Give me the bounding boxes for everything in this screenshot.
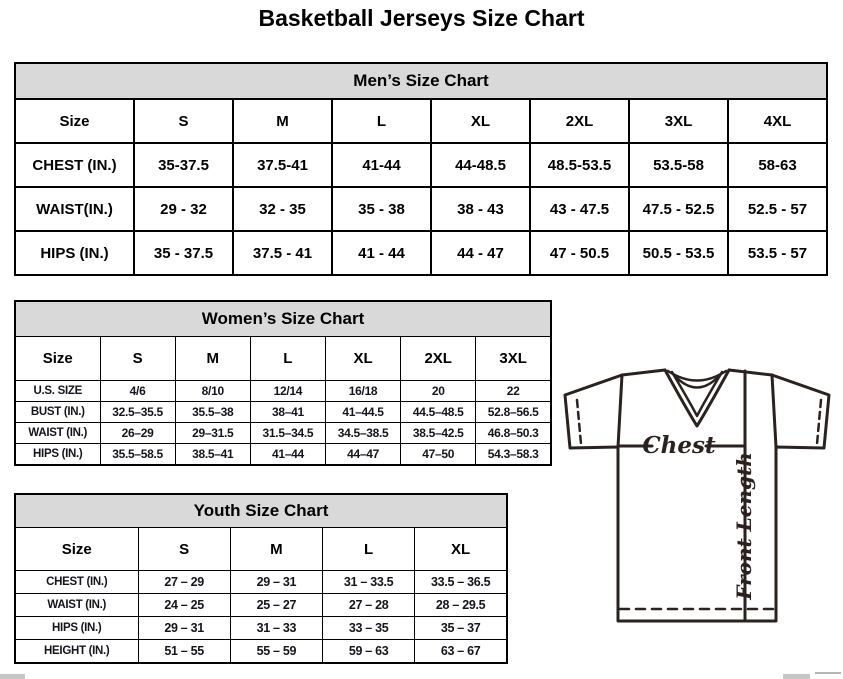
chest-label: Chest xyxy=(642,432,716,459)
table-cell: 47.5 - 52.5 xyxy=(629,187,728,231)
table-title: Youth Size Chart xyxy=(15,494,507,528)
table-cell: 37.5 - 41 xyxy=(233,231,332,275)
table-cell: 12/14 xyxy=(250,381,325,402)
table-row xyxy=(15,594,507,617)
table-cell: 35 - 38 xyxy=(332,187,431,231)
row-label: U.S. SIZE xyxy=(15,381,100,402)
column-header: XL xyxy=(431,99,530,143)
youth-size-table xyxy=(14,493,508,664)
table-cell: 31 – 33.5 xyxy=(323,571,415,594)
column-header: S xyxy=(100,337,175,381)
table-cell: 44-48.5 xyxy=(431,143,530,187)
table-cell: 53.5 - 57 xyxy=(728,231,827,275)
jersey-armhole-seam-right xyxy=(772,375,776,447)
table-cell: 47–50 xyxy=(401,444,476,466)
table-cell: 25 – 27 xyxy=(230,594,322,617)
table-cell: 51 – 55 xyxy=(138,640,230,664)
column-header: 3XL xyxy=(629,99,728,143)
table-cell: 35-37.5 xyxy=(134,143,233,187)
table-cell: 16/18 xyxy=(325,381,400,402)
column-header: XL xyxy=(325,337,400,381)
table-cell: 43 - 47.5 xyxy=(530,187,629,231)
column-header: S xyxy=(134,99,233,143)
table-cell: 20 xyxy=(401,381,476,402)
table-row xyxy=(15,444,551,466)
page-title: Basketball Jerseys Size Chart xyxy=(258,5,585,31)
column-header: M xyxy=(233,99,332,143)
table-row xyxy=(15,231,827,275)
table-cell: 41-44 xyxy=(332,143,431,187)
column-header: XL xyxy=(415,528,507,571)
column-header: 4XL xyxy=(728,99,827,143)
table-cell: 44 - 47 xyxy=(431,231,530,275)
table-cell: 29 - 32 xyxy=(134,187,233,231)
row-label: BUST (IN.) xyxy=(15,402,100,423)
row-label: WAIST (IN.) xyxy=(15,594,138,617)
column-header: 3XL xyxy=(476,337,551,381)
table-cell: 59 – 63 xyxy=(323,640,415,664)
column-header: L xyxy=(323,528,415,571)
table-row xyxy=(15,640,507,664)
row-label: HIPS (IN.) xyxy=(15,617,138,640)
table-cell: 38.5–42.5 xyxy=(401,423,476,444)
mens-size-table xyxy=(14,62,828,276)
table-cell: 35.5–38 xyxy=(175,402,250,423)
table-cell: 32.5–35.5 xyxy=(100,402,175,423)
table-cell: 31 – 33 xyxy=(230,617,322,640)
table-cell: 32 - 35 xyxy=(233,187,332,231)
table-cell: 31.5–34.5 xyxy=(250,423,325,444)
front-length-label: Front Length xyxy=(732,452,756,600)
row-label: CHEST (IN.) xyxy=(15,143,134,187)
table-cell: 35 - 37.5 xyxy=(134,231,233,275)
table-cell: 24 – 25 xyxy=(138,594,230,617)
jersey-outline xyxy=(565,370,829,621)
table-cell: 35.5–58.5 xyxy=(100,444,175,466)
column-header: M xyxy=(175,337,250,381)
column-header: M xyxy=(230,528,322,571)
table-row xyxy=(15,381,551,402)
jersey-cuff-dashed-right xyxy=(817,400,821,444)
table-cell: 37.5-41 xyxy=(233,143,332,187)
table-row xyxy=(15,402,551,423)
table-cell: 52.8–56.5 xyxy=(476,402,551,423)
jersey-armhole-seam-left xyxy=(618,375,622,447)
table-cell: 22 xyxy=(476,381,551,402)
column-header: 2XL xyxy=(530,99,629,143)
table-row xyxy=(15,571,507,594)
table-cell: 50.5 - 53.5 xyxy=(629,231,728,275)
table-cell: 33.5 – 36.5 xyxy=(415,571,507,594)
table-cell: 35 – 37 xyxy=(415,617,507,640)
table-cell: 34.5–38.5 xyxy=(325,423,400,444)
table-row xyxy=(15,617,507,640)
row-label: HIPS (IN.) xyxy=(15,444,100,466)
column-header: Size xyxy=(15,337,100,381)
table-cell: 58-63 xyxy=(728,143,827,187)
table-cell: 63 – 67 xyxy=(415,640,507,664)
table-cell: 44–47 xyxy=(325,444,400,466)
table-title: Men’s Size Chart xyxy=(15,63,827,99)
table-cell: 55 – 59 xyxy=(230,640,322,664)
row-label: CHEST (IN.) xyxy=(15,571,138,594)
table-cell: 27 – 29 xyxy=(138,571,230,594)
row-label: WAIST (IN.) xyxy=(15,423,100,444)
column-header: L xyxy=(332,99,431,143)
womens-size-table xyxy=(14,300,552,466)
table-cell: 29 – 31 xyxy=(230,571,322,594)
row-label: WAIST(IN.) xyxy=(15,187,134,231)
table-cell: 29–31.5 xyxy=(175,423,250,444)
table-cell: 46.8–50.3 xyxy=(476,423,551,444)
table-cell: 48.5-53.5 xyxy=(530,143,629,187)
column-header: S xyxy=(138,528,230,571)
jersey-diagram xyxy=(556,356,842,670)
column-header: L xyxy=(250,337,325,381)
table-cell: 33 – 35 xyxy=(323,617,415,640)
table-title: Women’s Size Chart xyxy=(15,301,551,337)
table-cell: 53.5-58 xyxy=(629,143,728,187)
table-cell: 44.5–48.5 xyxy=(401,402,476,423)
table-cell: 29 – 31 xyxy=(138,617,230,640)
bottom-left-scroll-artifact xyxy=(0,674,25,679)
table-cell: 38.5–41 xyxy=(175,444,250,466)
table-cell: 28 – 29.5 xyxy=(415,594,507,617)
table-cell: 47 - 50.5 xyxy=(530,231,629,275)
row-label: HIPS (IN.) xyxy=(15,231,134,275)
column-header: 2XL xyxy=(401,337,476,381)
bottom-right-scroll-artifact xyxy=(783,674,810,679)
row-label: HEIGHT (IN.) xyxy=(15,640,138,664)
table-cell: 38–41 xyxy=(250,402,325,423)
table-cell: 4/6 xyxy=(100,381,175,402)
table-cell: 41–44.5 xyxy=(325,402,400,423)
column-header: Size xyxy=(15,528,138,571)
table-cell: 8/10 xyxy=(175,381,250,402)
table-row xyxy=(15,187,827,231)
table-row xyxy=(15,423,551,444)
table-cell: 27 – 28 xyxy=(323,594,415,617)
table-cell: 41 - 44 xyxy=(332,231,431,275)
table-cell: 54.3–58.3 xyxy=(476,444,551,466)
table-row xyxy=(15,143,827,187)
table-cell: 38 - 43 xyxy=(431,187,530,231)
bottom-right-line-artifact xyxy=(815,672,841,674)
column-header: Size xyxy=(15,99,134,143)
table-cell: 41–44 xyxy=(250,444,325,466)
table-cell: 26–29 xyxy=(100,423,175,444)
jersey-cuff-dashed-left xyxy=(577,400,581,444)
table-cell: 52.5 - 57 xyxy=(728,187,827,231)
